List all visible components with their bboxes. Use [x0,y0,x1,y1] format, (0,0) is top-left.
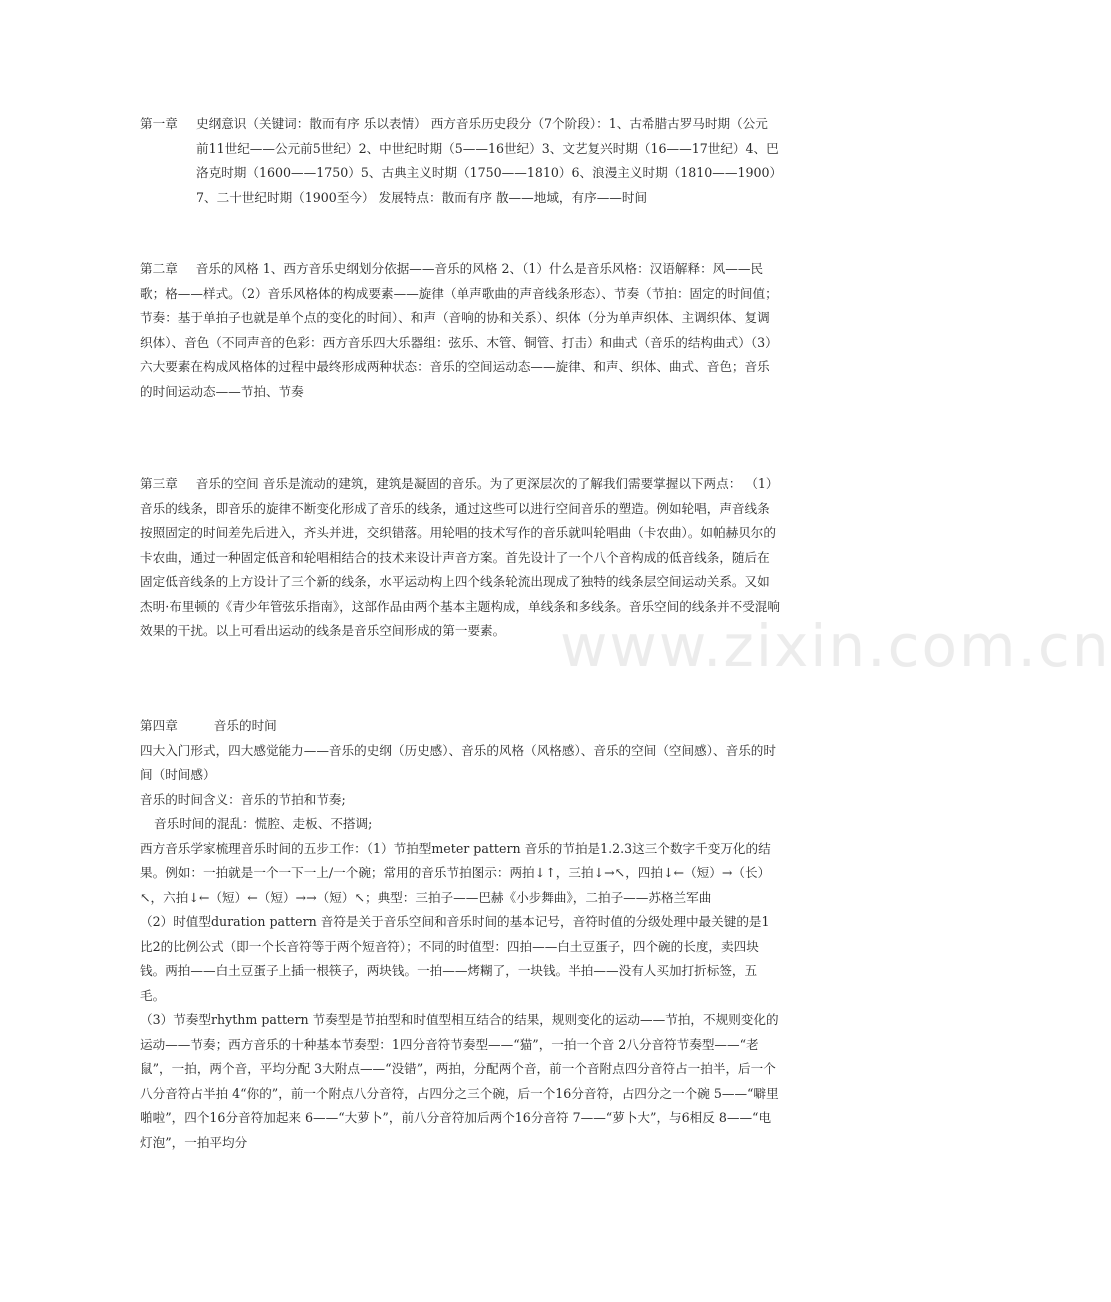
chapter-4-p4: 西方音乐学家梳理音乐时间的五步工作：（1）节拍型meter pattern 音乐的节拍是1.2.3这三个数字千变万化的结果。例如：一拍就是一个一下一上/一个碗；常用的音乐节拍图示：两拍↓↑，三拍↓→↖，四拍↓←（短）→（长）↖，六拍↓←（短）←（短）→→（短）↖；典型：三拍子——巴赫《小步舞曲》，二拍子——苏格兰军曲 [140,840,771,905]
chapter-2-label: 第二章 [140,261,178,276]
chapter-4-p6: （3）节奏型rhythm pattern 节奏型是节拍型和时值型相互结合的结果，规则变化的运动——节拍，不规则变化的运动——节奏；西方音乐的十种基本节奏型：1四分音符节奏型——“猫”，一拍一个音 2八分音符节奏型——“老鼠”，一拍，两个音，平均分配 3大附点——“没错”，两拍，分配两个音，前一个音附点四分音符占一拍半，后一个八分音符占半拍 4“你的”，前一个附点八分音符，占四分之三个碗，后一个16分音符，占四分之一个碗 5——“噼里啪啦”，四个16分音符加起来 6——“大萝卜”，前八分音符加后两个16分音符 7——“萝卜大”，与6相反 8——“电灯泡”，一拍平均分 [140,1012,779,1150]
chapter-1-text: 史纲意识（关键词：散而有序 乐以表情） 西方音乐历史段分（7个阶段）：1、古希腊古罗马时期（公元前11世纪——公元前5世纪）2、中世纪时期（5——16世纪）3、文艺复兴时期（16——17世纪）4、巴洛克时期（1600——1750）5、古典主义时期（1750——1810）6、浪漫主义时期（1810——1900）7、二十世纪时期（1900至今） 发展特点：散而有序 散——地域，有序——时间 [196,116,779,205]
chapter-4-p5: （2）时值型duration pattern 音符是关于音乐空间和音乐时间的基本记号，音符时值的分级处理中最关键的是1比2的比例公式（即一个长音符等于两个短音符）；不同的时值型：四拍——白土豆蛋子，四个碗的长度，卖四块钱。两拍——白土豆蛋子上插一根筷子，两块钱。一拍——烤糊了，一块钱。半拍——没有人买加打折标签，五毛。 [140,914,770,1003]
chapter-4-title: 音乐的时间 [213,718,277,733]
chapter-3-text: 音乐的空间 音乐是流动的建筑，建筑是凝固的音乐。为了更深层次的了解我们需要掌握以下两点： （1）音乐的线条，即音乐的旋律不断变化形成了音乐的线条，通过这些可以进行空间音乐的塑造。例如轮唱，声音线条按照固定的时间差先后进入，齐头并进，交织错落。用轮唱的技术写作的音乐就叫轮唱曲（卡农曲）。如帕赫贝尔的卡农曲，通过一种固定低音和轮唱相结合的技术来设计声音方案。首先设计了一个八个音构成的低音线条，随后在固定低音线条的上方设计了三个新的线条，水平运动构上四个线条轮流出现成了独特的线条层空间运动关系。又如杰明·布里顿的《青少年管弦乐指南》，这部作品由两个基本主题构成，单线条和多线条。音乐空间的线条并不受混响效果的干扰。以上可看出运动的线条是音乐空间形成的第一要素。 [140,476,780,638]
chapter-2 [140,257,780,404]
chapter-4-p1: 四大入门形式，四大感觉能力——音乐的史纲（历史感）、音乐的风格（风格感）、音乐的空间（空间感）、音乐的时间（时间感） [140,742,776,782]
chapter-3 [140,472,780,644]
watermark: www.zixin.com.cn [560,612,1111,680]
chapter-3-label: 第三章 [140,476,178,491]
chapter-4-heading [140,714,780,739]
chapter-2-text: 音乐的风格 1、西方音乐史纲划分依据——音乐的风格 2、（1）什么是音乐风格：汉语解释：风——民歌；格——样式。（2）音乐风格体的构成要素——旋律（单声歌曲的声音线条形态）、节奏（节拍：固定的时间值；节奏：基于单拍子也就是单个点的变化的时间）、和声（音响的协和关系）、织体（分为单声织体、主调织体、复调织体）、音色（不同声音的色彩：西方音乐四大乐器组：弦乐、木管、铜管、打击）和曲式（音乐的结构曲式）（3）六大要素在构成风格体的过程中最终形成两种状态：音乐的空间运动态——旋律、和声、织体、曲式、音色；音乐的时间运动态——节拍、节奏 [140,261,778,399]
chapter-4-p2: 音乐的时间含义：音乐的节拍和节奏; [140,791,346,807]
chapter-3-paragraph [140,472,780,644]
chapter-1-label: 第一章 [140,116,178,131]
chapter-4-label: 第四章 [140,718,178,733]
chapter-4 [140,714,780,1155]
chapter-2-paragraph [140,257,780,404]
chapter-1 [140,112,780,210]
chapter-4-p3: 音乐时间的混乱：慌腔、走板、不搭调; [154,816,373,831]
